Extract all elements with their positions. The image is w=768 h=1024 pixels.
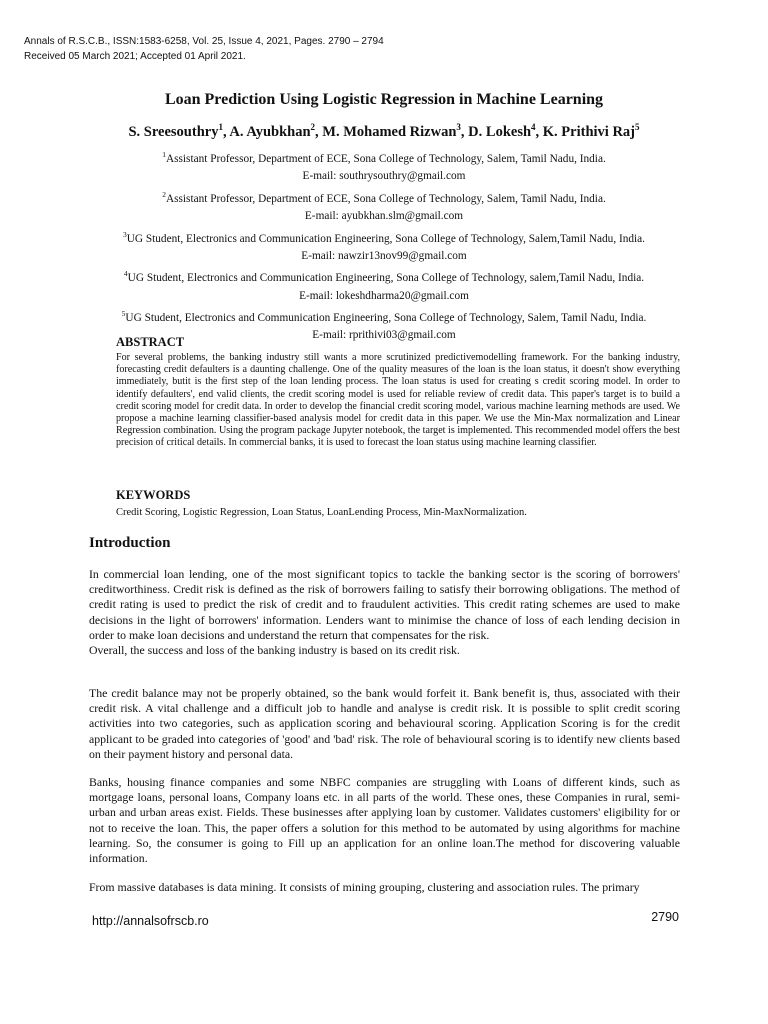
intro-block-3 (89, 775, 680, 866)
affiliation-sup: 1 (162, 150, 166, 159)
affiliation-text: UG Student, Electronics and Communication Engineering, Sona College of Technology, Salem, Tamil Nadu, India. (125, 311, 647, 324)
affiliation-sup: 5 (121, 309, 126, 319)
affiliation-line (0, 305, 768, 327)
author-sup: 4 (531, 122, 536, 132)
affiliation-sup: 4 (123, 269, 128, 279)
author-sup: 2 (310, 122, 316, 132)
author-separator: , (222, 123, 230, 140)
affiliation-email: E-mail: rprithivi03@gmail.com (312, 329, 456, 342)
author-separator: , (315, 123, 323, 140)
affiliation-list (0, 146, 768, 345)
intro-paragraph: Banks, housing finance companies and some NBFC companies are struggling with Loans of different kinds, such as mortgage loans, personal loans, Company loans etc. in all parts of the world. These ones, these Companies in rural, semi-urban and urban areas exist. Fields. These businesses after applying loan by customer. Validates customers' eligibility for or not to receive the loan. This, the paper offers a solution for this method to be automated by using algorithms for machine learning. So, the consumer is going to Fill up an application for an online loan.The method for discovering valuable information. (89, 775, 680, 866)
footer-url-link[interactable]: http://annalsofrscb.ro (92, 914, 209, 928)
affiliation-sup: 2 (162, 189, 166, 199)
affiliation-email: E-mail: ayubkhan.slm@gmail.com (304, 210, 464, 223)
intro-paragraph: The credit balance may not be properly obtained, so the bank would forfeit it. Bank benefit is, thus, associated with their credit risk. A vital challenge and a difficult job to handle and analyse is credit risk. It is possible to split credit scoring activities into two categories, such as application scoring and behavioural scoring. Application Scoring is for the credit applicant to be graded into categories of 'good' and 'bad' risk. The role of behavioural scoring is to identify new clients based on their payment history and personal data. (89, 686, 680, 761)
affiliation-sup: 3 (122, 229, 127, 239)
affiliation-line (0, 146, 768, 168)
author-name: A. Ayubkhan (229, 123, 311, 140)
intro-block-4 (89, 880, 680, 895)
abstract-heading: ABSTRACT (116, 335, 185, 349)
intro-block-1 (89, 567, 680, 658)
abstract-text: For several problems, the banking industry still wants a more scrutinized predictivemodelling framework. For the banking industry, forecasting credit defaulters is a daunting challenge. One of the quality measures of the loan is the loan status, it doesn't show everything immediately, butit is the first step of the loan lending process. The loan status is used for creating s credit scoring model. In order to identify defaulters', end valid clients, the credit scoring model is used for reliable review of credit data. This paper's target is to build a credit scoring model for credit data. In order to develop the financial credit scoring model, various machine learning methods are used. We propose a machine learning classifier-based analysis model for credit data in this paper. We use the Min-Max normalization and Linear Regression combination. Using the program package Jupyter notebook, the target is implemented. This recommended model offers the best precision of critical details. In commercial banks, it is used to forecast the loan status using machine learning classifier. (116, 352, 680, 449)
paper-title: Loan Prediction Using Logistic Regression in Machine Learning (164, 91, 604, 108)
affiliation-email: E-mail: lokeshdharma20@gmail.com (299, 289, 469, 302)
intro-paragraph: In commercial loan lending, one of the most significant topics to tackle the banking sector is the scoring of borrowers' creditworthiness. Credit risk is defined as the risk of borrowers failing to satisfy their borrowing obligations. The method of credit rating is used to predict the risk of credit and to fraudulent activities. This credit rating schemes are used to make decisions in the light of borrowers' information. Lenders want to minimise the chance of loss of each lending decision in order to make loan decisions and understand the return that compensates for the risk. (89, 567, 680, 642)
author-separator: , (535, 123, 543, 140)
affiliation-email: E-mail: southrysouthry@gmail.com (302, 170, 466, 183)
author-separator: , (460, 123, 469, 140)
author-sup: 3 (456, 122, 461, 132)
author-name: S. Sreesouthry (128, 123, 219, 140)
affiliation-line (0, 226, 768, 248)
received-dates: Received 05 March 2021; Accepted 01 April 2021. (24, 51, 246, 62)
intro-paragraph: From massive databases is data mining. It consists of mining grouping, clustering and association rules. The primary (89, 880, 640, 894)
journal-citation: Annals of R.S.C.B., ISSN:1583-6258, Vol. 25, Issue 4, 2021, Pages. 2790 – 2794 (24, 36, 384, 47)
page-number: 2790 (651, 910, 679, 924)
author-list (0, 122, 768, 141)
affiliation-line (0, 265, 768, 287)
introduction-heading: Introduction (89, 535, 171, 551)
intro-block-2 (89, 686, 680, 762)
affiliation-text: UG Student, Electronics and Communication Engineering, Sona College of Technology, Salem,Tamil Nadu, India. (126, 232, 646, 245)
author-sup: 1 (218, 122, 223, 132)
affiliation-text: UG Student, Electronics and Communication Engineering, Sona College of Technology, salem,Tamil Nadu, India. (127, 272, 645, 285)
journal-header (24, 34, 384, 64)
author-sup: 5 (635, 122, 640, 132)
author-name: D. Lokesh (468, 123, 532, 140)
affiliation-email: E-mail: nawzir13nov99@gmail.com (301, 249, 467, 262)
keywords-heading: KEYWORDS (116, 488, 191, 502)
intro-paragraph: Overall, the success and loss of the banking industry is based on its credit risk. (89, 643, 460, 658)
affiliation-line (0, 186, 768, 208)
affiliation-text: Assistant Professor, Department of ECE, Sona College of Technology, Salem, Tamil Nadu, India. (165, 192, 606, 205)
keywords-text: Credit Scoring, Logistic Regression, Loan Status, LoanLending Process, Min-MaxNormalization. (116, 507, 527, 518)
author-name: M. Mohamed Rizwan (322, 123, 457, 140)
affiliation-text: Assistant Professor, Department of ECE, Sona College of Technology, Salem, Tamil Nadu, India. (165, 152, 606, 165)
author-name: K. Prithivi Raj (542, 123, 636, 140)
